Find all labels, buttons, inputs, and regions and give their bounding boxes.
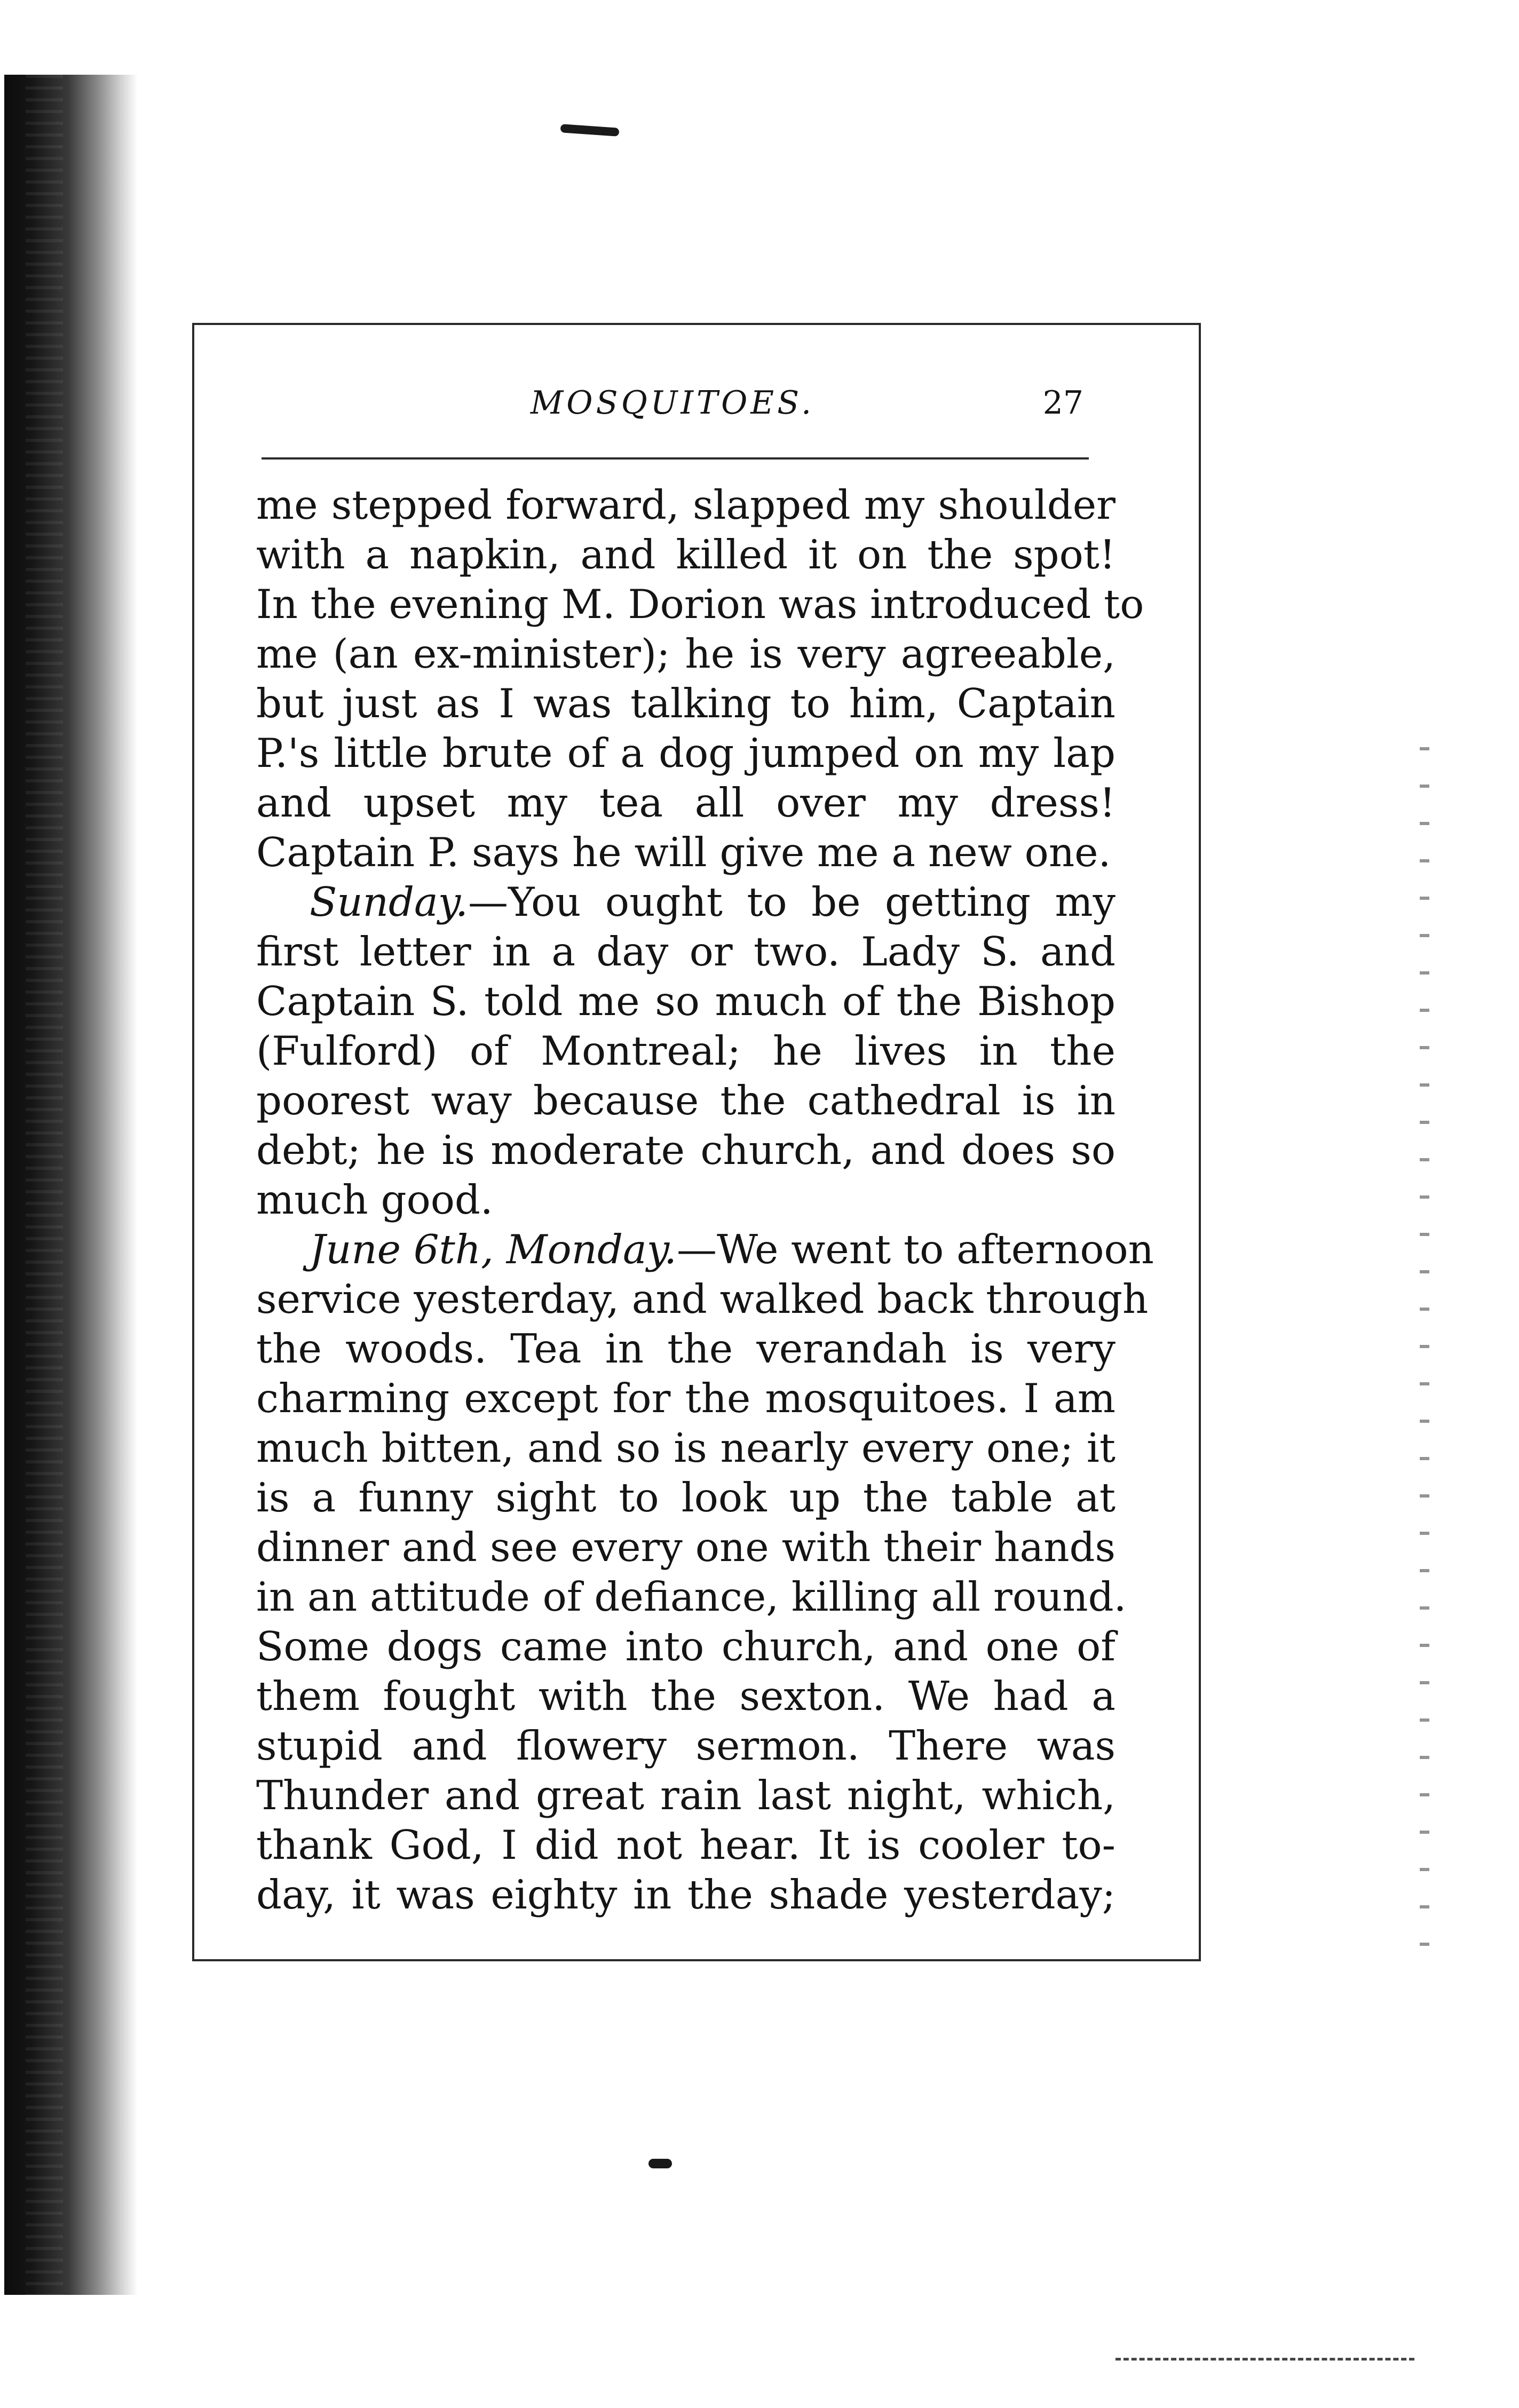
text-line: (Fulford) of Montreal; he lives in the [256, 1027, 1115, 1074]
body-text [256, 480, 1154, 1920]
text-line: and upset my tea all over my dress! [256, 779, 1115, 826]
text-line: with a napkin, and killed it on the spot! [256, 531, 1115, 578]
running-head [256, 379, 1089, 438]
text-line: thank God, I did not hear. It is cooler to- [256, 1821, 1115, 1868]
text-line: me (an ex-minister); he is very agreeable, [256, 630, 1115, 677]
text-line [256, 1225, 1154, 1274]
text-line: Thunder and great rain last night, which, [256, 1772, 1115, 1819]
text-line [256, 877, 1115, 927]
text-line: much good. [256, 1176, 493, 1223]
text-line: debt; he is moderate church, and does so [256, 1127, 1115, 1174]
text-line: Captain S. told me so much of the Bishop [256, 978, 1115, 1025]
text-line: Some dogs came into church, and one of [256, 1623, 1115, 1670]
text-line: charming except for the mosquitoes. I am [256, 1375, 1115, 1422]
running-title: MOSQUITOES. [530, 384, 815, 422]
text-line: the woods. Tea in the verandah is very [256, 1325, 1115, 1372]
text-line: In the evening M. Dorion was introduced to [256, 581, 1144, 628]
text-line: stupid and flowery sermon. There was [256, 1722, 1115, 1769]
entry-text: —We went to afternoon [676, 1226, 1154, 1273]
edge-specks [1420, 747, 1429, 1975]
text-line: poorest way because the cathedral is in [256, 1077, 1115, 1124]
text-line: service yesterday, and walked back through [256, 1276, 1149, 1322]
bottom-dashes [1115, 2358, 1414, 2361]
page-number: 27 [1042, 384, 1083, 422]
text-line: them fought with the sexton. We had a [256, 1673, 1115, 1720]
binding-edge-texture [26, 75, 63, 2295]
text-line: in an attitude of defiance, killing all round. [256, 1573, 1127, 1620]
text-line: much bitten, and so is nearly every one; it [256, 1424, 1115, 1471]
ink-mark-top [560, 124, 620, 137]
text-line: me stepped forward, slapped my shoulder [256, 481, 1115, 528]
text-line: day, it was eighty in the shade yesterday; [256, 1871, 1115, 1918]
ink-mark-bottom [648, 2159, 672, 2168]
text-line: P.'s little brute of a dog jumped on my lap [256, 730, 1115, 777]
entry-text: —You ought to be getting my [468, 878, 1115, 925]
entry-date: June 6th, Monday. [310, 1226, 677, 1273]
binding-edge [4, 75, 138, 2295]
entry-date: Sunday. [310, 878, 468, 925]
text-line: dinner and see every one with their hands [256, 1524, 1115, 1571]
text-line: but just as I was talking to him, Captain [256, 680, 1115, 727]
head-rule [262, 457, 1089, 460]
text-line: is a funny sight to look up the table at [256, 1474, 1115, 1521]
text-line: first letter in a day or two. Lady S. and [256, 928, 1115, 975]
text-line: Captain P. says he will give me a new one. [256, 829, 1111, 876]
